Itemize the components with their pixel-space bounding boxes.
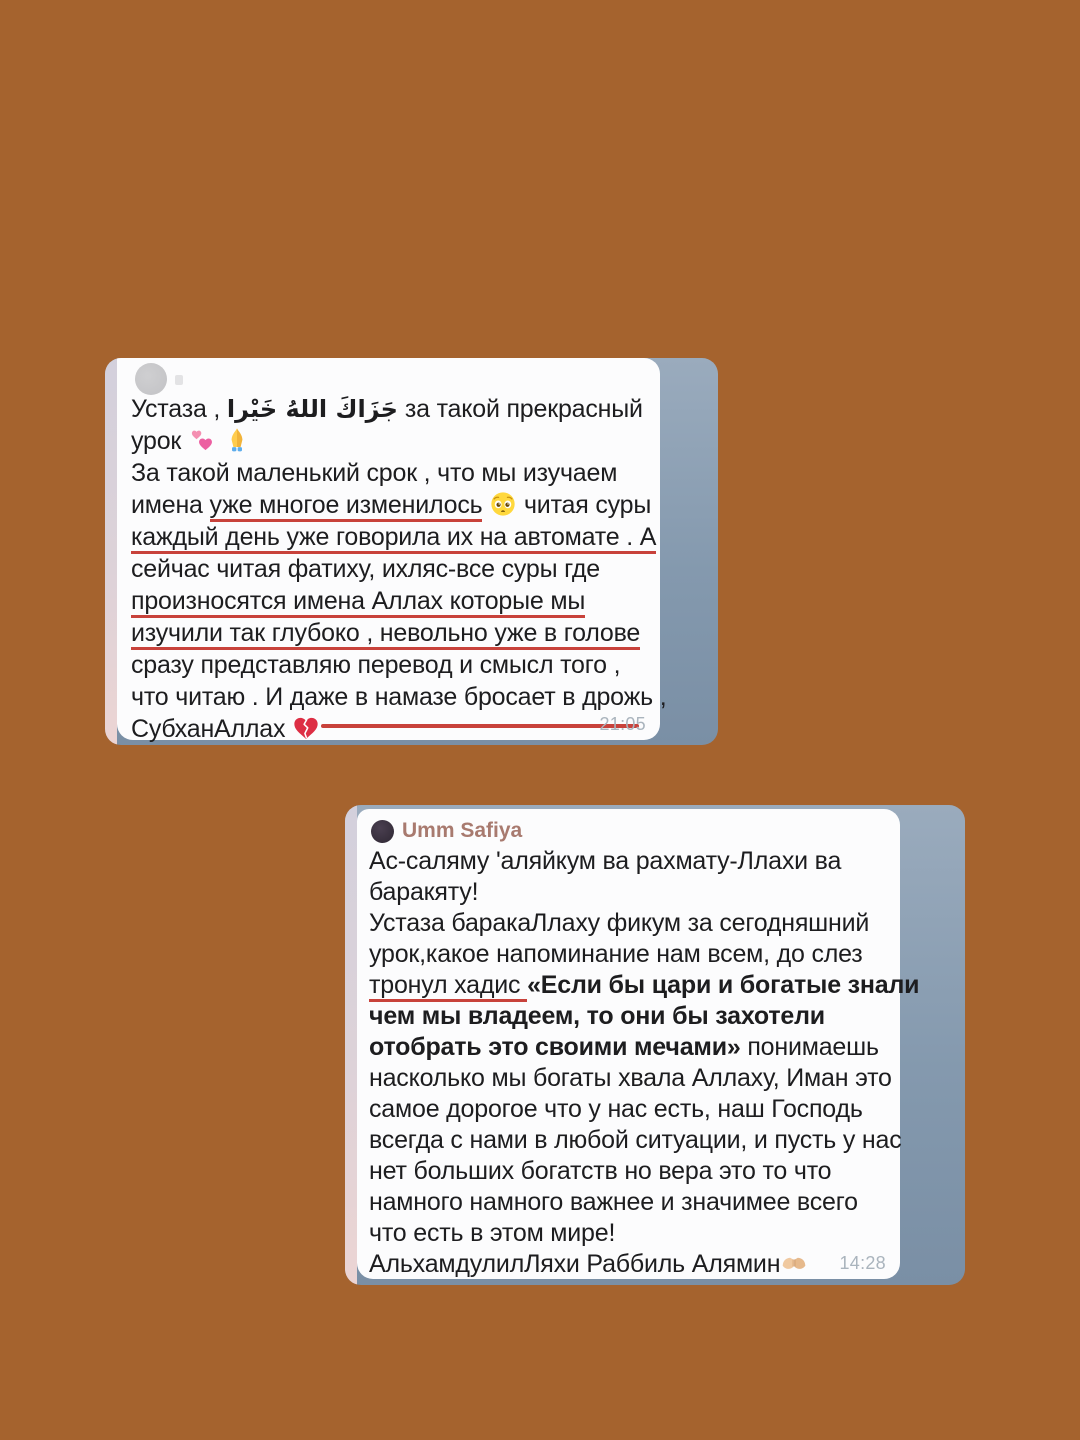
two-hearts-icon <box>188 425 216 457</box>
message-text-segment: имена <box>131 491 210 519</box>
message-text-segment: Устаза баракаЛлаху фикум за сегодняшний <box>369 909 870 937</box>
message-text-segment: каждый день уже говорила их на автомате . А <box>131 523 656 554</box>
chat-screenshot-card-2 <box>345 805 965 1285</box>
message-text-segment: АльхамдулилЛяхи Раббиль Алямин <box>369 1250 781 1278</box>
message-text-segment: Ас-саляму 'аляйкум ва рахмату-Ллахи ва <box>369 847 842 875</box>
message-text-segment: урок <box>131 427 188 455</box>
message-text-segment: намного намного важнее и значимее всего <box>369 1188 858 1216</box>
message-text <box>369 846 920 1280</box>
message-text-segment: сразу представляю перевод и смысл того , <box>131 651 621 679</box>
message-header <box>369 816 890 846</box>
chat-wallpaper-left-strip <box>345 805 357 1285</box>
message-text-segment: самое дорогое что у нас есть, наш Господь <box>369 1095 863 1123</box>
chat-screenshot-card-1 <box>105 358 718 745</box>
message-text-segment: отобрать это своими мечами» <box>369 1033 741 1061</box>
message-time: 14:28 <box>839 1253 886 1273</box>
message-text <box>131 393 667 745</box>
palms-up-icon <box>780 1249 808 1280</box>
message-time: 21:05 <box>599 714 646 734</box>
blurred-name-hint <box>175 375 183 385</box>
message-text-segment: сейчас читая фатиху, ихляс-все суры где <box>131 555 601 583</box>
message-text-segment: насколько мы богаты хвала Аллаху, Иман это <box>369 1064 892 1092</box>
message-text-segment: нет больших богатств но вера это то что <box>369 1157 832 1185</box>
message-text-segment: СубханАллах <box>131 715 293 743</box>
chat-wallpaper-left-strip <box>105 358 117 745</box>
message-text-segment: изучили так глубоко , невольно уже в голове <box>131 619 640 650</box>
avatar <box>371 820 394 843</box>
message-text-segment: чем мы владеем, то они бы захотели <box>369 1002 825 1030</box>
message-text-segment: جَزَاكَ اللهُ خَيْرا <box>226 395 398 423</box>
sender-name: Umm Safiya <box>402 819 523 842</box>
annotation-line <box>321 724 639 728</box>
folded-hands-icon <box>223 425 251 457</box>
avatar <box>135 363 167 395</box>
message-text-segment: всегда с нами в любой ситуации, и пусть у нас <box>369 1126 902 1154</box>
message-text-segment: уже многое изменилось <box>210 491 483 522</box>
message-text-segment: «Если бы цари и богатые знали <box>527 971 920 999</box>
message-text-segment: тронул хадис <box>369 971 527 1002</box>
message-bubble <box>117 358 667 743</box>
message-text-segment: что есть в этом мире! <box>369 1219 616 1247</box>
message-text-segment: произносятся имена Аллах которые мы <box>131 587 585 618</box>
message-text-segment: читая суры <box>517 491 652 519</box>
message-text-segment: баракяту! <box>369 878 479 906</box>
message-text-segment: понимаешь <box>740 1033 879 1061</box>
message-text-segment: за такой прекрасный <box>397 395 643 423</box>
message-header <box>131 361 648 393</box>
pleading-face-icon <box>489 489 517 521</box>
message-text-segment <box>216 427 223 455</box>
message-text-segment: что читаю . И даже в намазе бросает в дрожь , <box>131 683 667 711</box>
message-text-segment: урок,какое напоминание нам всем, до слез <box>369 940 863 968</box>
message-text-segment: Устаза , <box>131 395 227 423</box>
broken-heart-icon <box>292 713 320 745</box>
message-text-segment: За такой маленький срок , что мы изучаем <box>131 459 618 487</box>
message-bubble <box>357 809 920 1279</box>
message-text-segment <box>482 491 489 519</box>
